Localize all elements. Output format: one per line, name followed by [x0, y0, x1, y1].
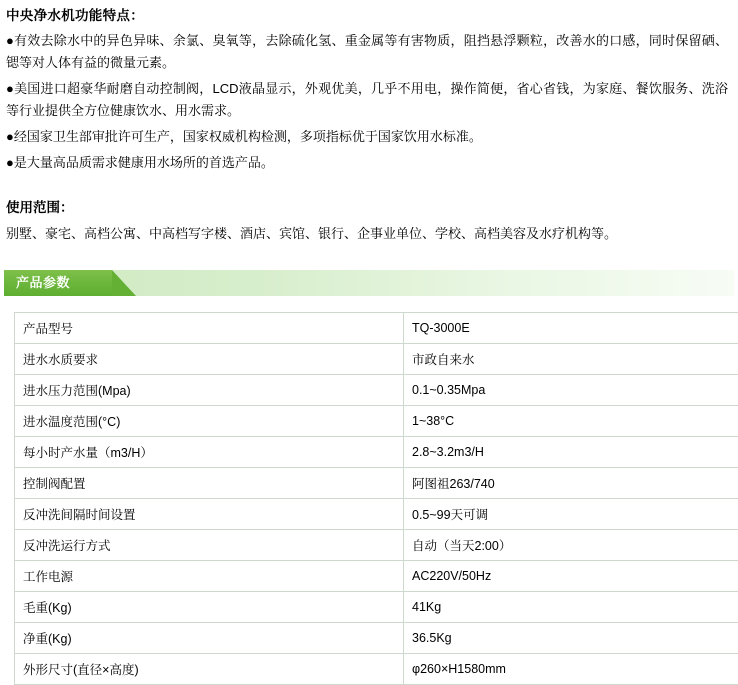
table-row [15, 530, 738, 561]
spec-value: TQ-3000E [404, 313, 738, 344]
spec-value: 1~38°C [404, 406, 738, 437]
table-row [15, 406, 738, 437]
spec-key: 工作电源 [15, 561, 404, 592]
spec-value: 阿图祖263/740 [404, 468, 738, 499]
features-heading: 中央净水机功能特点： [6, 4, 734, 24]
spec-value: 36.5Kg [404, 623, 738, 654]
spec-value: 自动（当天2:00） [404, 530, 738, 561]
product-params-banner [4, 270, 734, 296]
features-list [6, 30, 734, 174]
feature-item: ●经国家卫生部审批许可生产，国家权威机构检测，多项指标优于国家饮用水标准。 [6, 126, 734, 148]
spec-value: 41Kg [404, 592, 738, 623]
spec-key: 净重(Kg) [15, 623, 404, 654]
spec-value: 0.1~0.35Mpa [404, 375, 738, 406]
table-row [15, 592, 738, 623]
banner-label: 产品参数 [16, 270, 70, 296]
spec-key: 毛重(Kg) [15, 592, 404, 623]
spec-key: 产品型号 [15, 313, 404, 344]
spec-value: AC220V/50Hz [404, 561, 738, 592]
feature-item: ●有效去除水中的异色异味、余氯、臭氧等，去除硫化氢、重金属等有害物质，阻挡悬浮颗粒，改善水的口感，同时保留硒、锶等对人体有益的微量元素。 [6, 30, 734, 74]
table-row [15, 468, 738, 499]
feature-item: ●美国进口超豪华耐磨自动控制阀，LCD液晶显示，外观优美，几乎不用电，操作简便，省心省钱，为家庭、餐饮服务、洗浴等行业提供全方位健康饮水、用水需求。 [6, 78, 734, 122]
banner-slant-shape [112, 270, 136, 296]
table-row [15, 344, 738, 375]
feature-item: ●是大量高品质需求健康用水场所的首选产品。 [6, 152, 734, 174]
spec-key: 进水水质要求 [15, 344, 404, 375]
table-row [15, 313, 738, 344]
table-row [15, 499, 738, 530]
spec-table-body [15, 313, 738, 685]
table-row [15, 623, 738, 654]
product-spec-page [0, 4, 738, 567]
spec-table [14, 312, 738, 685]
spec-key: 控制阀配置 [15, 468, 404, 499]
spec-key: 进水压力范围(Mpa) [15, 375, 404, 406]
spec-key: 每小时产水量（m3/H） [15, 437, 404, 468]
spec-value: φ260×H1580mm [404, 654, 738, 685]
spec-value: 2.8~3.2m3/H [404, 437, 738, 468]
spec-key: 外形尺寸(直径×高度) [15, 654, 404, 685]
table-row [15, 561, 738, 592]
spec-key: 反冲洗运行方式 [15, 530, 404, 561]
table-row [15, 375, 738, 406]
table-row [15, 437, 738, 468]
table-row [15, 654, 738, 685]
scope-heading: 使用范围： [6, 196, 734, 216]
spec-value: 0.5~99天可调 [404, 499, 738, 530]
spec-value: 市政自来水 [404, 344, 738, 375]
spec-key: 进水温度范围(°C) [15, 406, 404, 437]
scope-text: 别墅、豪宅、高档公寓、中高档写字楼、酒店、宾馆、银行、企事业单位、学校、高档美容及水疗机构等。 [6, 224, 734, 244]
spec-key: 反冲洗间隔时间设置 [15, 499, 404, 530]
